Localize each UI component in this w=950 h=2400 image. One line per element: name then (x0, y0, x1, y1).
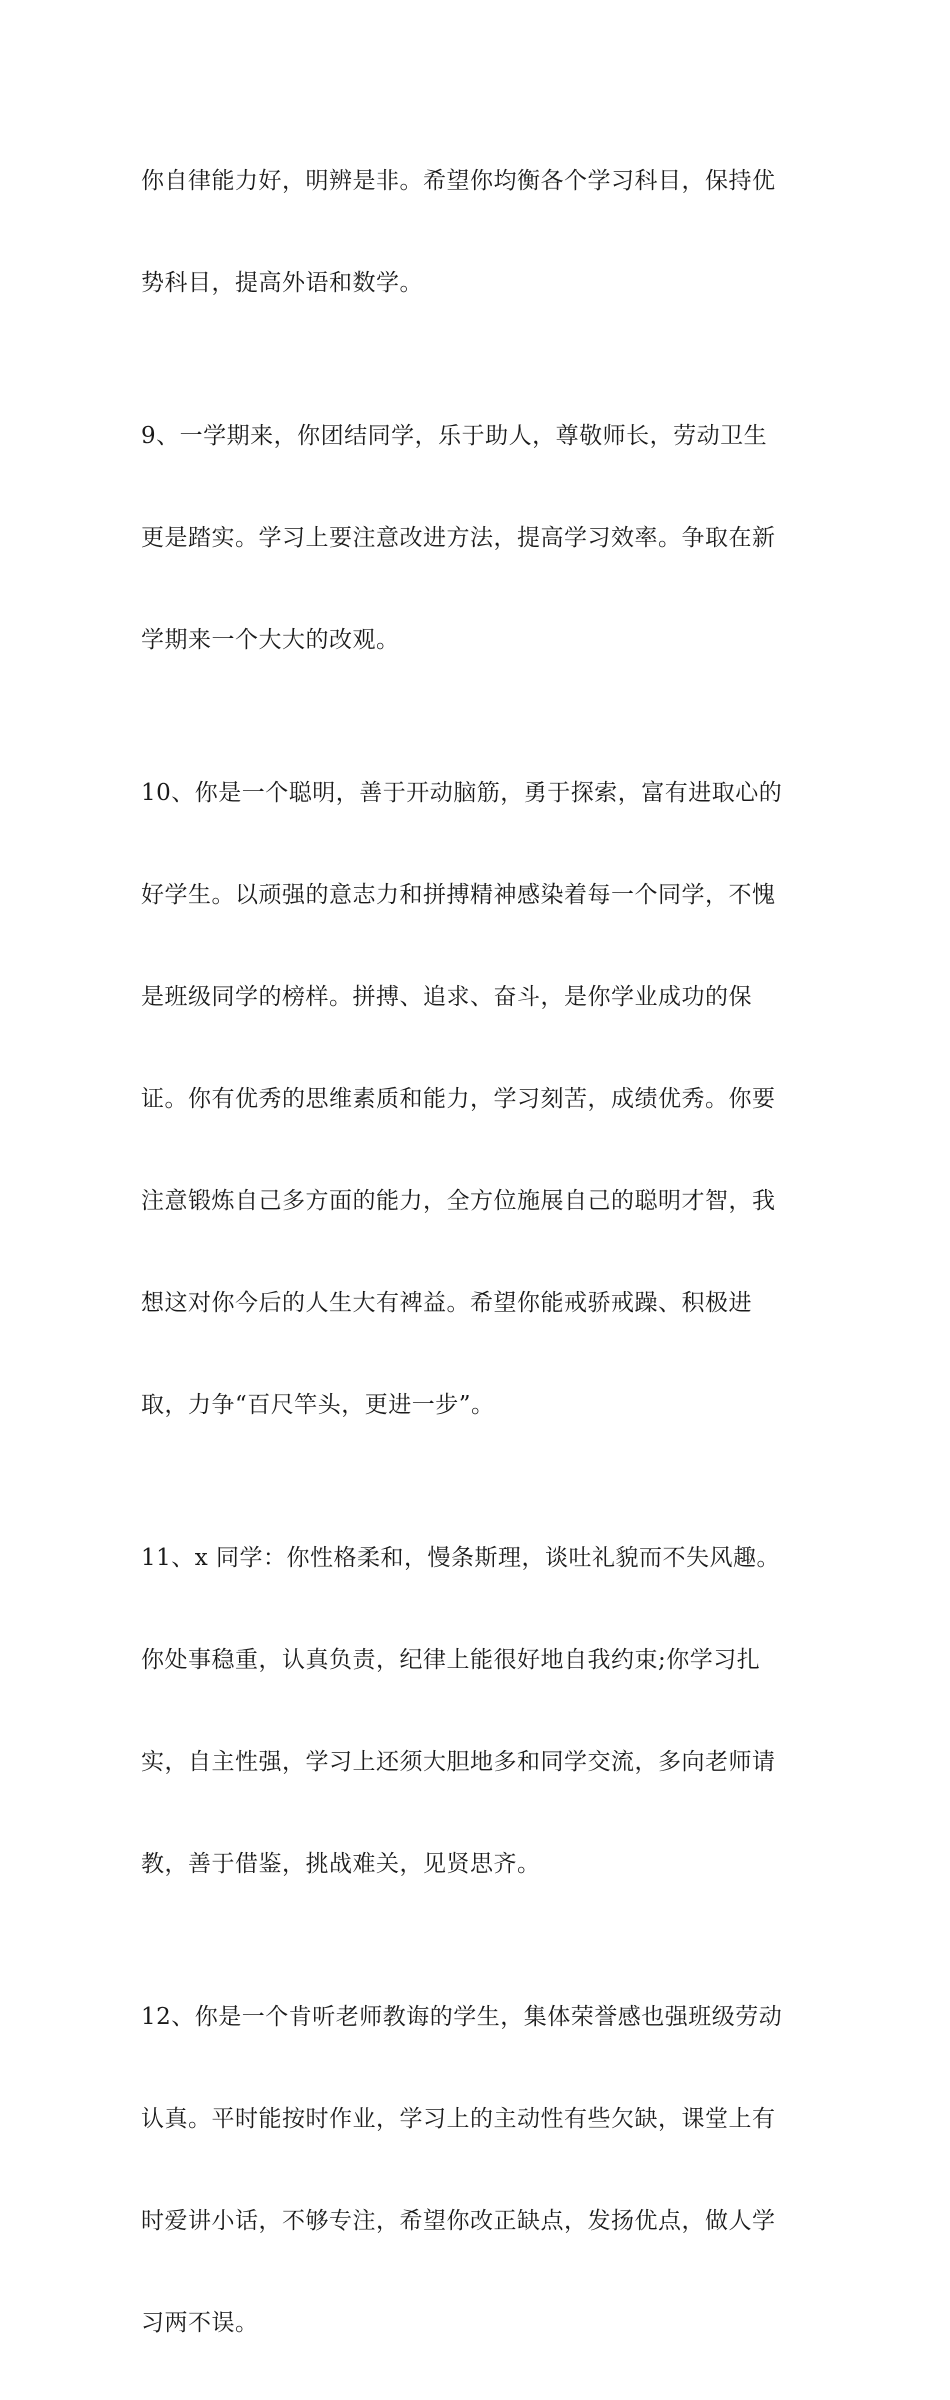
text-line: 11、x 同学：你性格柔和，慢条斯理，谈吐礼貌而不失风趣。 (141, 1545, 781, 1571)
text-line: 认真。平时能按时作业，学习上的主动性有些欠缺，课堂上有 (141, 2106, 776, 2132)
text-line: 习两不误。 (141, 2310, 259, 2336)
text-line: 实，自主性强，学习上还须大胆地多和同学交流，多向老师请 (141, 1749, 776, 1775)
paragraph-item-12 (141, 1941, 813, 2400)
text-line: 势科目，提高外语和数学。 (141, 270, 423, 296)
text-line: 你自律能力好，明辨是非。希望你均衡各个学习科目，保持优 (141, 168, 776, 194)
text-line: 注意锻炼自己多方面的能力，全方位施展自己的聪明才智，我 (141, 1188, 776, 1214)
text-line: 学期来一个大大的改观。 (141, 627, 400, 653)
text-line: 10、你是一个聪明，善于开动脑筋，勇于探索，富有进取心的 (141, 780, 783, 806)
text-line: 是班级同学的榜样。拼搏、追求、奋斗，是你学业成功的保 (141, 984, 752, 1010)
paragraph-item-9 (141, 360, 813, 717)
text-line: 时爱讲小话，不够专注，希望你改正缺点，发扬优点，做人学 (141, 2208, 776, 2234)
text-line: 你处事稳重，认真负责，纪律上能很好地自我约束;你学习扎 (141, 1647, 761, 1673)
paragraph-item-11 (141, 1482, 813, 1941)
text-line: 证。你有优秀的思维素质和能力，学习刻苦，成绩优秀。你要 (141, 1086, 776, 1112)
text-line: 取，力争“百尺竿头，更进一步”。 (141, 1392, 495, 1418)
text-line: 好学生。以顽强的意志力和拼搏精神感染着每一个同学，不愧 (141, 882, 776, 908)
document-body (141, 105, 813, 2400)
text-line: 教，善于借鉴，挑战难关，见贤思齐。 (141, 1851, 541, 1877)
paragraph-item-10 (141, 717, 813, 1482)
text-line: 12、你是一个肯听老师教诲的学生，集体荣誉感也强班级劳动 (141, 2004, 783, 2030)
text-line: 更是踏实。学习上要注意改进方法，提高学习效率。争取在新 (141, 525, 776, 551)
paragraph-continued (141, 105, 813, 360)
text-line: 9、一学期来，你团结同学，乐于助人，尊敬师长，劳动卫生 (141, 423, 768, 449)
text-line: 想这对你今后的人生大有裨益。希望你能戒骄戒躁、积极进 (141, 1290, 752, 1316)
